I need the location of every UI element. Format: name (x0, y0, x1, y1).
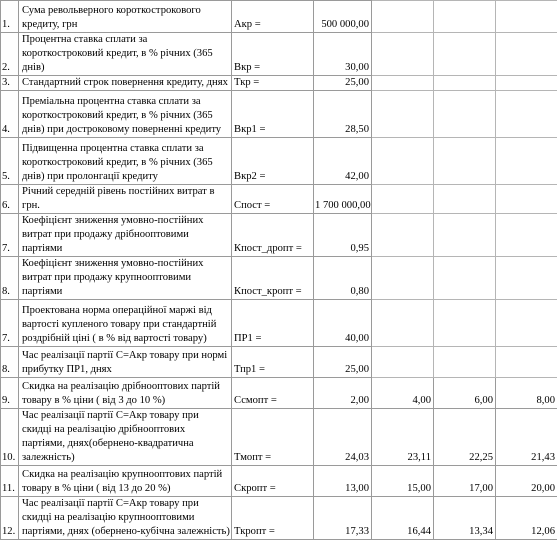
table-row (1, 138, 557, 185)
row-number-cell[interactable]: 10. (1, 409, 19, 466)
extra-value-cell[interactable] (434, 214, 496, 257)
description-cell[interactable]: Проектована норма операційної маржі від вартості купленого товару при стандартній роздрібній ціні ( в % від вартості товару) (19, 300, 232, 347)
extra-value-cell[interactable] (496, 138, 557, 185)
extra-value-cell[interactable]: 6,00 (434, 378, 496, 409)
extra-value-cell[interactable]: 23,11 (372, 409, 434, 466)
table-row (1, 466, 557, 497)
table-row (1, 257, 557, 300)
extra-value-cell[interactable] (496, 91, 557, 138)
description-cell[interactable]: Скидка на реалізацію крупнооптових партій товару в % ціни ( від 13 до 20 %) (19, 466, 232, 497)
extra-value-cell[interactable] (372, 347, 434, 378)
variable-label-cell[interactable]: Вкр = (232, 33, 314, 76)
table-row (1, 409, 557, 466)
extra-value-cell[interactable]: 12,06 (496, 497, 557, 540)
row-number-cell[interactable]: 8. (1, 257, 19, 300)
extra-value-cell[interactable]: 8,00 (496, 378, 557, 409)
variable-label-cell[interactable]: Ткропт = (232, 497, 314, 540)
description-cell[interactable]: Скидка на реалізацію дрібнооптових партій товару в % ціни ( від 3 до 10 %) (19, 378, 232, 409)
extra-value-cell[interactable] (372, 138, 434, 185)
description-cell[interactable]: Стандартний строк повернення кредиту, днях (19, 76, 232, 91)
description-cell[interactable]: Коефіцієнт зниження умовно-постійних витрат при продажу дрібнооптовими партіями (19, 214, 232, 257)
extra-value-cell[interactable] (434, 76, 496, 91)
table-row (1, 33, 557, 76)
table-row (1, 214, 557, 257)
value-cell[interactable]: 17,33 (314, 497, 372, 540)
extra-value-cell[interactable] (372, 257, 434, 300)
variable-label-cell[interactable]: Вкр1 = (232, 91, 314, 138)
extra-value-cell[interactable] (372, 185, 434, 214)
extra-value-cell[interactable] (434, 33, 496, 76)
row-number-cell[interactable]: 7. (1, 214, 19, 257)
extra-value-cell[interactable] (434, 185, 496, 214)
extra-value-cell[interactable] (372, 300, 434, 347)
extra-value-cell[interactable] (372, 214, 434, 257)
description-cell[interactable]: Час реалізації партії С=Акр товару при скидці на реалізацію дрібнооптових партіями, днях(обернено-квадратична залежність) (19, 409, 232, 466)
extra-value-cell[interactable] (496, 300, 557, 347)
description-cell[interactable]: Коефіцієнт зниження умовно-постійних витрат при продажу крупнооптовими партіями (19, 257, 232, 300)
row-number-cell[interactable]: 8. (1, 347, 19, 378)
row-number-cell[interactable]: 9. (1, 378, 19, 409)
variable-label-cell[interactable]: Ссмопт = (232, 378, 314, 409)
extra-value-cell[interactable] (434, 138, 496, 185)
table-row (1, 76, 557, 91)
extra-value-cell[interactable]: 22,25 (434, 409, 496, 466)
row-number-cell[interactable]: 7. (1, 300, 19, 347)
extra-value-cell[interactable] (496, 76, 557, 91)
table-row (1, 497, 557, 540)
table-row (1, 378, 557, 409)
value-cell[interactable]: 0,95 (314, 214, 372, 257)
extra-value-cell[interactable] (496, 185, 557, 214)
variable-label-cell[interactable]: Кпост_дропт = (232, 214, 314, 257)
value-cell[interactable]: 30,00 (314, 33, 372, 76)
value-cell[interactable]: 42,00 (314, 138, 372, 185)
extra-value-cell[interactable] (434, 91, 496, 138)
extra-value-cell[interactable] (434, 1, 496, 33)
value-cell[interactable]: 2,00 (314, 378, 372, 409)
extra-value-cell[interactable]: 21,43 (496, 409, 557, 466)
variable-label-cell[interactable]: ПР1 = (232, 300, 314, 347)
variable-label-cell[interactable]: Вкр2 = (232, 138, 314, 185)
description-cell[interactable]: Річний середній рівень постійних витрат в грн. (19, 185, 232, 214)
value-cell[interactable]: 500 000,00 (314, 1, 372, 33)
description-cell[interactable]: Час реалізації партії С=Акр товару при нормі прибутку ПР1, днях (19, 347, 232, 378)
row-number-cell[interactable]: 2. (1, 33, 19, 76)
row-number-cell[interactable]: 11. (1, 466, 19, 497)
extra-value-cell[interactable] (496, 347, 557, 378)
extra-value-cell[interactable] (434, 300, 496, 347)
extra-value-cell[interactable] (372, 1, 434, 33)
table-row (1, 347, 557, 378)
extra-value-cell[interactable]: 13,34 (434, 497, 496, 540)
row-number-cell[interactable]: 12. (1, 497, 19, 540)
extra-value-cell[interactable] (372, 33, 434, 76)
variable-label-cell[interactable]: Кпост_кропт = (232, 257, 314, 300)
extra-value-cell[interactable]: 4,00 (372, 378, 434, 409)
description-cell[interactable]: Процентна ставка сплати за короткостроковий кредит, в % річних (365 днів) (19, 33, 232, 76)
extra-value-cell[interactable] (496, 33, 557, 76)
value-cell[interactable]: 25,00 (314, 347, 372, 378)
extra-value-cell[interactable] (372, 91, 434, 138)
variable-label-cell[interactable]: Тмопт = (232, 409, 314, 466)
variable-label-cell[interactable]: Спост = (232, 185, 314, 214)
row-number-cell[interactable]: 4. (1, 91, 19, 138)
table-row (1, 185, 557, 214)
table-row (1, 300, 557, 347)
row-number-cell[interactable]: 5. (1, 138, 19, 185)
table-row (1, 1, 557, 33)
extra-value-cell[interactable] (496, 214, 557, 257)
row-number-cell[interactable]: 1. (1, 1, 19, 33)
extra-value-cell[interactable] (434, 257, 496, 300)
value-cell[interactable]: 13,00 (314, 466, 372, 497)
extra-value-cell[interactable]: 15,00 (372, 466, 434, 497)
description-cell[interactable]: Сума револьверного короткострокового кредиту, грн (19, 1, 232, 33)
value-cell[interactable]: 28,50 (314, 91, 372, 138)
table-row (1, 91, 557, 138)
row-number-cell[interactable]: 6. (1, 185, 19, 214)
value-cell[interactable]: 24,03 (314, 409, 372, 466)
variable-label-cell[interactable]: Ткр = (232, 76, 314, 91)
description-cell[interactable]: Премiальна процентна ставка сплати за короткостроковий кредит, в % річних (365 днів) при достроковому поверненні кредиту (19, 91, 232, 138)
description-cell[interactable]: Час реалізації партії С=Акр товару при скидці на реалізацію крупнооптовими партіями, днях (обернено-кубічна залежність) (19, 497, 232, 540)
extra-value-cell[interactable] (372, 76, 434, 91)
variable-label-cell[interactable]: Акр = (232, 1, 314, 33)
extra-value-cell[interactable] (434, 347, 496, 378)
extra-value-cell[interactable]: 16,44 (372, 497, 434, 540)
variable-label-cell[interactable]: Скропт = (232, 466, 314, 497)
variable-label-cell[interactable]: Тпр1 = (232, 347, 314, 378)
extra-value-cell[interactable] (496, 257, 557, 300)
extra-value-cell[interactable]: 17,00 (434, 466, 496, 497)
description-cell[interactable]: Підвищенна процентна ставка сплати за короткостроковий кредит, в % річних (365 днів) при пролонгації кредиту (19, 138, 232, 185)
value-cell[interactable]: 1 700 000,00 (314, 185, 372, 214)
value-cell[interactable]: 0,80 (314, 257, 372, 300)
extra-value-cell[interactable]: 20,00 (496, 466, 557, 497)
row-number-cell[interactable]: 3. (1, 76, 19, 91)
value-cell[interactable]: 40,00 (314, 300, 372, 347)
value-cell[interactable]: 25,00 (314, 76, 372, 91)
extra-value-cell[interactable] (496, 1, 557, 33)
